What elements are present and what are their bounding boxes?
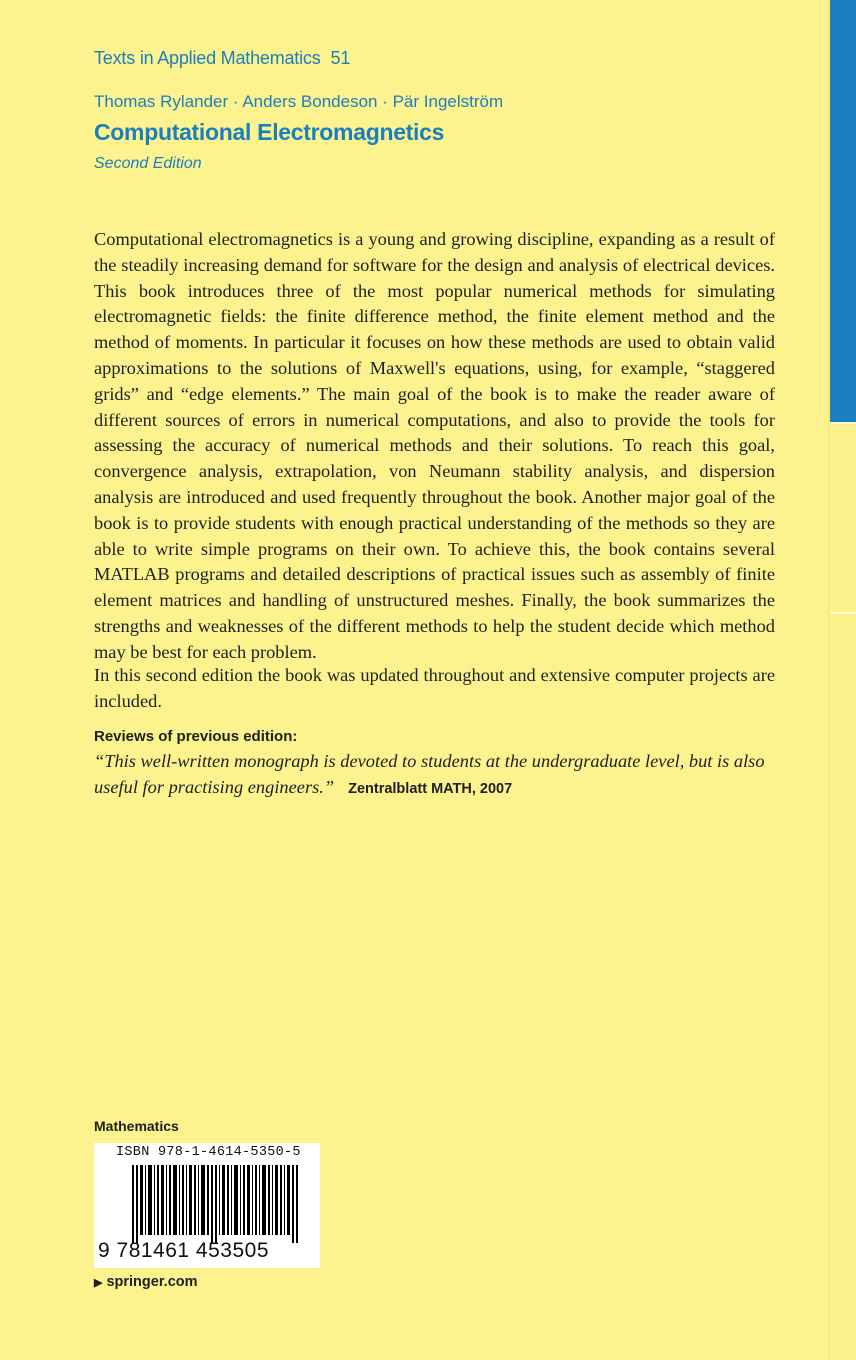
series-name: Texts in Applied Mathematics (94, 48, 321, 68)
website-text: springer.com (106, 1274, 198, 1290)
triangle-right-icon: ▶ (94, 1277, 103, 1289)
series-line (94, 48, 350, 69)
review-block (94, 749, 794, 803)
book-title: Computational Electromagnetics (94, 119, 445, 145)
edition-label: Second Edition (94, 155, 202, 172)
review-source: Zentralblatt MATH, 2007 (348, 780, 513, 797)
description-paragraph: Computational electromagnetics is a young and growing discipline, expanding as a result of the steadily increasing demand for software for the design and analysis of electrical devices. This book introduces three of the most popular numerical methods for simulating electromagnetic fields: the finite difference method, the finite element method and the method of moments. In particular it focuses on how these methods are used to obtain valid approximations to the solutions of Maxwell's equations, using, for example, “staggered grids” and “edge elements.” The main goal of the book is to make the reader aware of different sources of errors in numerical computations, and also to provide the tools for assessing the accuracy of numerical methods and their solutions. To reach this goal, convergence analysis, extrapolation, von Neumann stability analysis, and dispersion analysis are introduced and used frequently throughout the book. Another major goal of the book is to provide students with enough practical understanding of the methods so they are able to write simple programs on their own. To achieve this, the book contains several MATLAB programs and detailed descriptions of practical issues such as assembly of finite element matrices and handling of unstructured meshes. Finally, the book summarizes the strengths and weaknesses of the different methods to help the student decide which method may be best for each problem. (94, 229, 775, 662)
authors: Thomas Rylander · Anders Bondeson · Pär Ingelström (94, 92, 504, 111)
spine-color-band (830, 0, 856, 422)
publisher-link[interactable] (94, 1274, 198, 1290)
spine-divider (830, 422, 856, 424)
review-quote: “This well-written monograph is devoted to students at the undergraduate level, but is also useful for practising engineers.” (94, 751, 765, 797)
edition-paragraph: In this second edition the book was updated throughout and extensive computer projects are included. (94, 665, 775, 711)
barcode (94, 1143, 320, 1268)
isbn-label: ISBN 978-1-4614-5350-5 (116, 1145, 301, 1160)
reviews-heading: Reviews of previous edition: (94, 728, 298, 745)
barcode-digits: 9 781461 453505 (98, 1239, 269, 1262)
series-number: 51 (330, 48, 351, 68)
subject-label: Mathematics (94, 1118, 179, 1134)
spine-divider (830, 612, 856, 614)
barcode-bars (94, 1165, 320, 1245)
